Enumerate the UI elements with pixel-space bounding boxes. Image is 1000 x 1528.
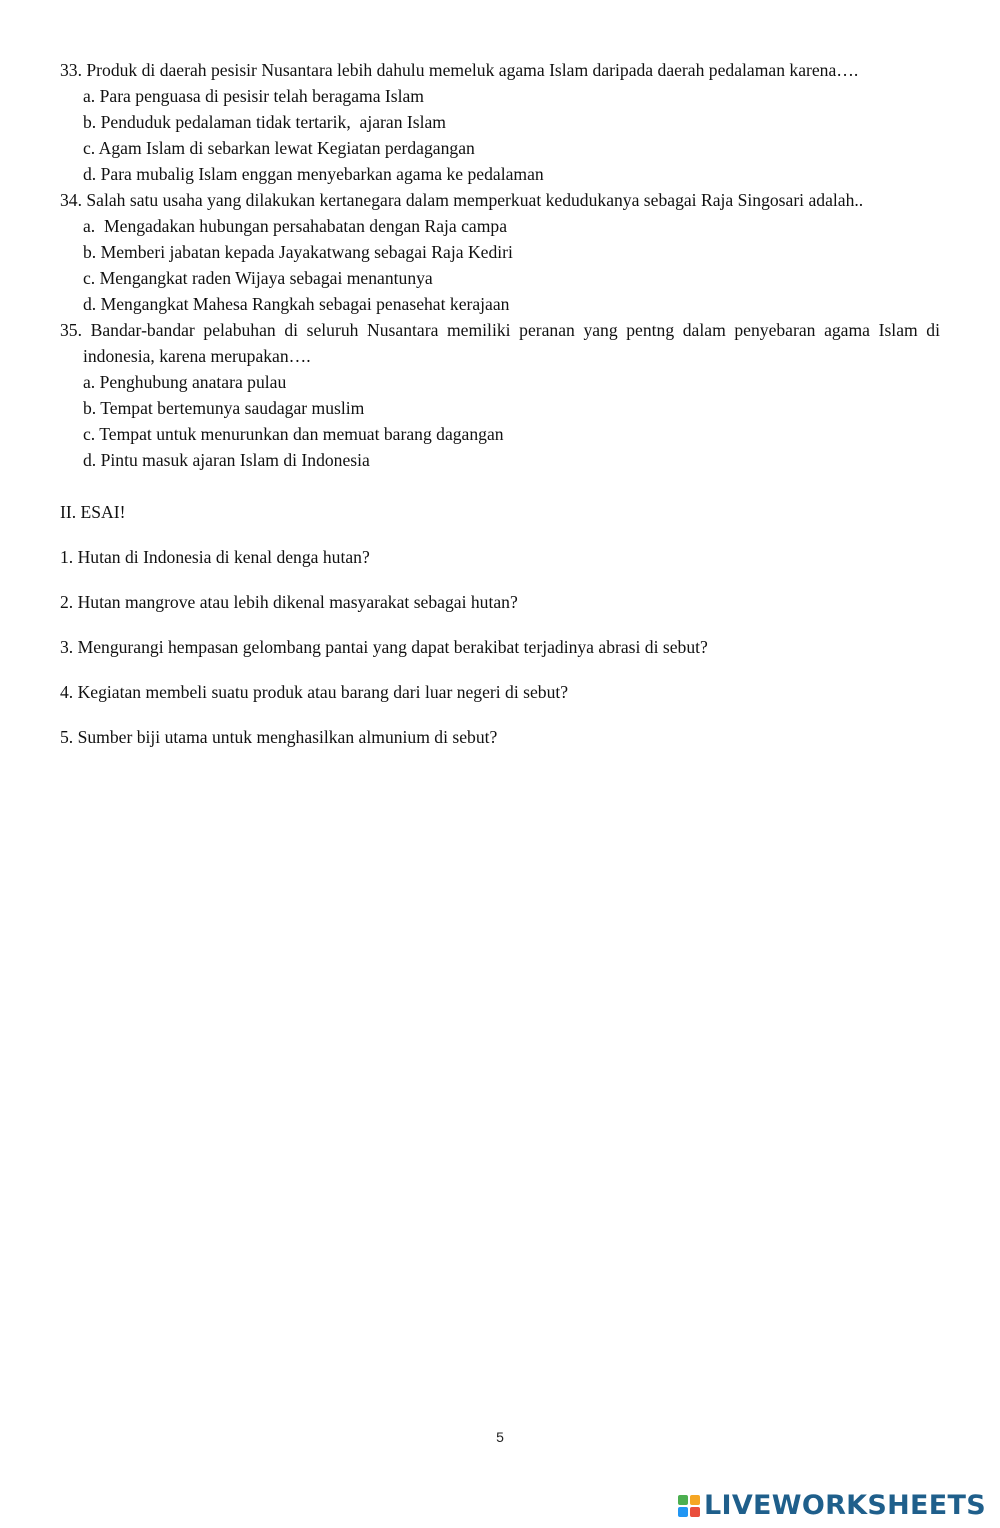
essay-question-1: 1. Hutan di Indonesia di kenal denga hutan?: [60, 547, 370, 567]
option-c: c. Tempat untuk menurunkan dan memuat barang dagangan: [83, 424, 504, 444]
option-b: b. Penduduk pedalaman tidak tertarik, ajaran Islam: [83, 112, 446, 132]
logo-square-red: [690, 1507, 700, 1517]
option-list: [60, 369, 940, 473]
liveworksheets-brand: [678, 1491, 986, 1521]
option-a: a. Penghubung anatara pulau: [83, 372, 287, 392]
brand-name: LIVEWORKSHEETS: [703, 1490, 986, 1521]
essay-question-4: 4. Kegiatan membeli suatu produk atau barang dari luar negeri di sebut?: [60, 682, 569, 702]
option-b: b. Memberi jabatan kepada Jayakatwang sebagai Raja Kediri: [83, 242, 513, 262]
question-34: [60, 187, 940, 317]
essay-question-list: [60, 544, 940, 750]
option-list: [60, 213, 940, 317]
option-c: c. Mengangkat raden Wijaya sebagai menantunya: [83, 268, 433, 288]
logo-square-green: [678, 1495, 688, 1505]
question-35: [60, 317, 940, 473]
option-b: b. Tempat bertemunya saudagar muslim: [83, 398, 365, 418]
logo-square-blue: [678, 1507, 688, 1517]
essay-question-2: 2. Hutan mangrove atau lebih dikenal masyarakat sebagai hutan?: [60, 592, 518, 612]
essay-section-title: II. ESAI!: [60, 502, 126, 522]
question-stem: 33. Produk di daerah pesisir Nusantara lebih dahulu memeluk agama Islam daripada daerah pedalaman karena….: [60, 60, 859, 80]
page-number: 5: [496, 1429, 504, 1445]
option-c: c. Agam Islam di sebarkan lewat Kegiatan perdagangan: [83, 138, 475, 158]
liveworksheets-logo-icon: [678, 1495, 700, 1517]
option-d: d. Mengangkat Mahesa Rangkah sebagai penasehat kerajaan: [83, 294, 510, 314]
option-a: a. Mengadakan hubungan persahabatan dengan Raja campa: [83, 216, 508, 236]
logo-square-orange: [690, 1495, 700, 1505]
question-stem: 35. Bandar-bandar pelabuhan di seluruh Nusantara memiliki peranan yang pentng dalam penyebaran agama Islam di indonesia, karena merupakan….: [60, 320, 940, 366]
essay-question-3: 3. Mengurangi hempasan gelombang pantai yang dapat berakibat terjadinya abrasi di sebut?: [60, 637, 708, 657]
option-d: d. Pintu masuk ajaran Islam di Indonesia: [83, 450, 370, 470]
option-d: d. Para mubalig Islam enggan menyebarkan agama ke pedalaman: [83, 164, 544, 184]
option-list: [60, 83, 940, 187]
option-a: a. Para penguasa di pesisir telah beragama Islam: [83, 86, 424, 106]
essay-question-5: 5. Sumber biji utama untuk menghasilkan almunium di sebut?: [60, 727, 498, 747]
question-33: [60, 57, 940, 187]
worksheet-page: [60, 57, 940, 769]
question-stem: 34. Salah satu usaha yang dilakukan kertanegara dalam memperkuat kedudukanya sebagai Raja Singosari adalah..: [60, 190, 864, 210]
